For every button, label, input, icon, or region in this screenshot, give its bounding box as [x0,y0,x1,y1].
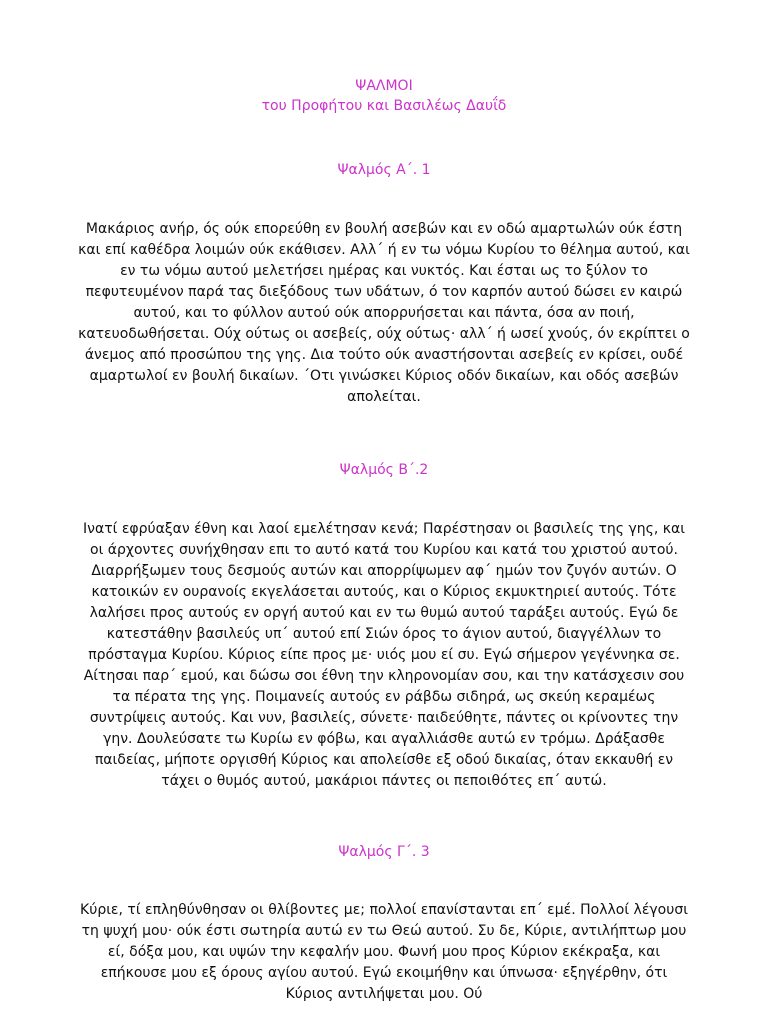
document-subtitle: του Προφήτου και Βασιλέως Δαυΐδ [261,98,507,114]
psalm-1-text: Μακάριος ανήρ, ός ούκ επορεύθη εν βουλή ασεβών και εν οδώ αμαρτωλών ούκ έστη και επί καθέδρα λοιμών ούκ εκάθισεν. Αλλ΄ ή εν τω νόμω Κυρίου το θέλημα αυτού, και εν τω νόμω αυτού μελετήσει ημέρας και νυκτός. Και έσται ως το ξύλον το πεφυτευμένον παρά τας διεξόδους των υδάτων, ό τον καρπόν αυτού δώσει εν καιρώ αυτού, και το φύλλον αυτού ούκ απορρυήσεται και πάντα, όσα αν ποιή, κατευοδωθήσεται. Ούχ ούτως οι ασεβείς, ούχ ούτως· αλλ΄ ή ωσεί χνούς, όν εκρίπτει ο άνεμος από προσώπου της γης. Δια τούτο ούκ αναστήσονται ασεβείς εν κρίσει, ουδέ αμαρτωλοί εν βουλή δικαίων. ΄Οτι γινώσκει Κύριος οδόν δικαίων, και οδός ασεβών απολείται. [78,221,690,405]
document-page [78,0,690,1005]
psalm-2-text: Ινατί εφρύαξαν έθνη και λαοί εμελέτησαν κενά; Παρέστησαν οι βασιλείς της γης, και οι άρχοντες συνήχθησαν επι το αυτό κατά του Κυρίου και κατά του χριστού αυτού. Διαρρήξωμεν τους δεσμούς αυτών και απορρίψωμεν αφ΄ ημών τον ζυγόν αυτών. Ο κατοικών εν ουρανοίς εκγελάσεται αυτούς, και ο Κύριος εκμυκτηριεί αυτούς. Τότε λαλήσει προς αυτούς εν οργή αυτού και εν τω θυμώ αυτού ταράξει αυτούς. Εγώ δε κατεστάθην βασιλεύς υπ΄ αυτού επί Σιών όρος το άγιον αυτού, διαγγέλλων το πρόσταγμα Κυρίου. Κύριος είπε προς με· υιός μου εί συ. Εγώ σήμερον γεγέννηκα σε. Αίτησαι παρ΄ εμού, και δώσω σοι έθνη την κληρονομίαν σου, και την κατάσχεσιν σου τα πέρατα της γης. Ποιμανείς αυτούς εν ράβδω σιδηρά, ως σκεύη κεραμέως συντρίψεις αυτούς. Και νυν, βασιλείς, σύνετε· παιδεύθητε, πάντες οι κρίνοντες την γην. Δουλεύσατε τω Κυρίω εν φόβω, και αγαλλιάσθε αυτώ εν τρόμω. Δράξασθε παιδείας, μήποτε οργισθή Κύριος και απολείσθε εξ οδού δικαίας, όταν εκκαυθή εν τάχει ο θυμός αυτού, μακάριοι πάντες οι πεποιθότες επ΄ αυτώ. [83,521,685,789]
psalm-1-title: Ψαλμός Α΄. 1 [337,162,431,178]
psalm-2-title: Ψαλμός Β΄.2 [339,462,429,478]
document-header [78,76,690,116]
psalm-3-title: Ψαλμός Γ΄. 3 [338,844,430,860]
document-title: ΨΑΛΜΟΙ [355,78,413,94]
psalm-3-text: Κύριε, τί επληθύνθησαν οι θλίβοντες με; πολλοί επανίστανται επ΄ εμέ. Πολλοί λέγουσι τη ψυχή μου· ούκ έστι σωτηρία αυτώ εν τω Θεώ αυτού. Συ δε, Κύριε, αντιλήπτωρ μου εί, δόξα μου, και υψών την κεφαλήν μου. Φωνή μου προς Κύριον εκέκραξα, και επήκουσε μου εξ όρους αγίου αυτού. Εγώ εκοιμήθην και ύπνωσα· εξηγέρθην, ότι Κύριος αντιλήψεται μου. Ού [80,902,688,1002]
